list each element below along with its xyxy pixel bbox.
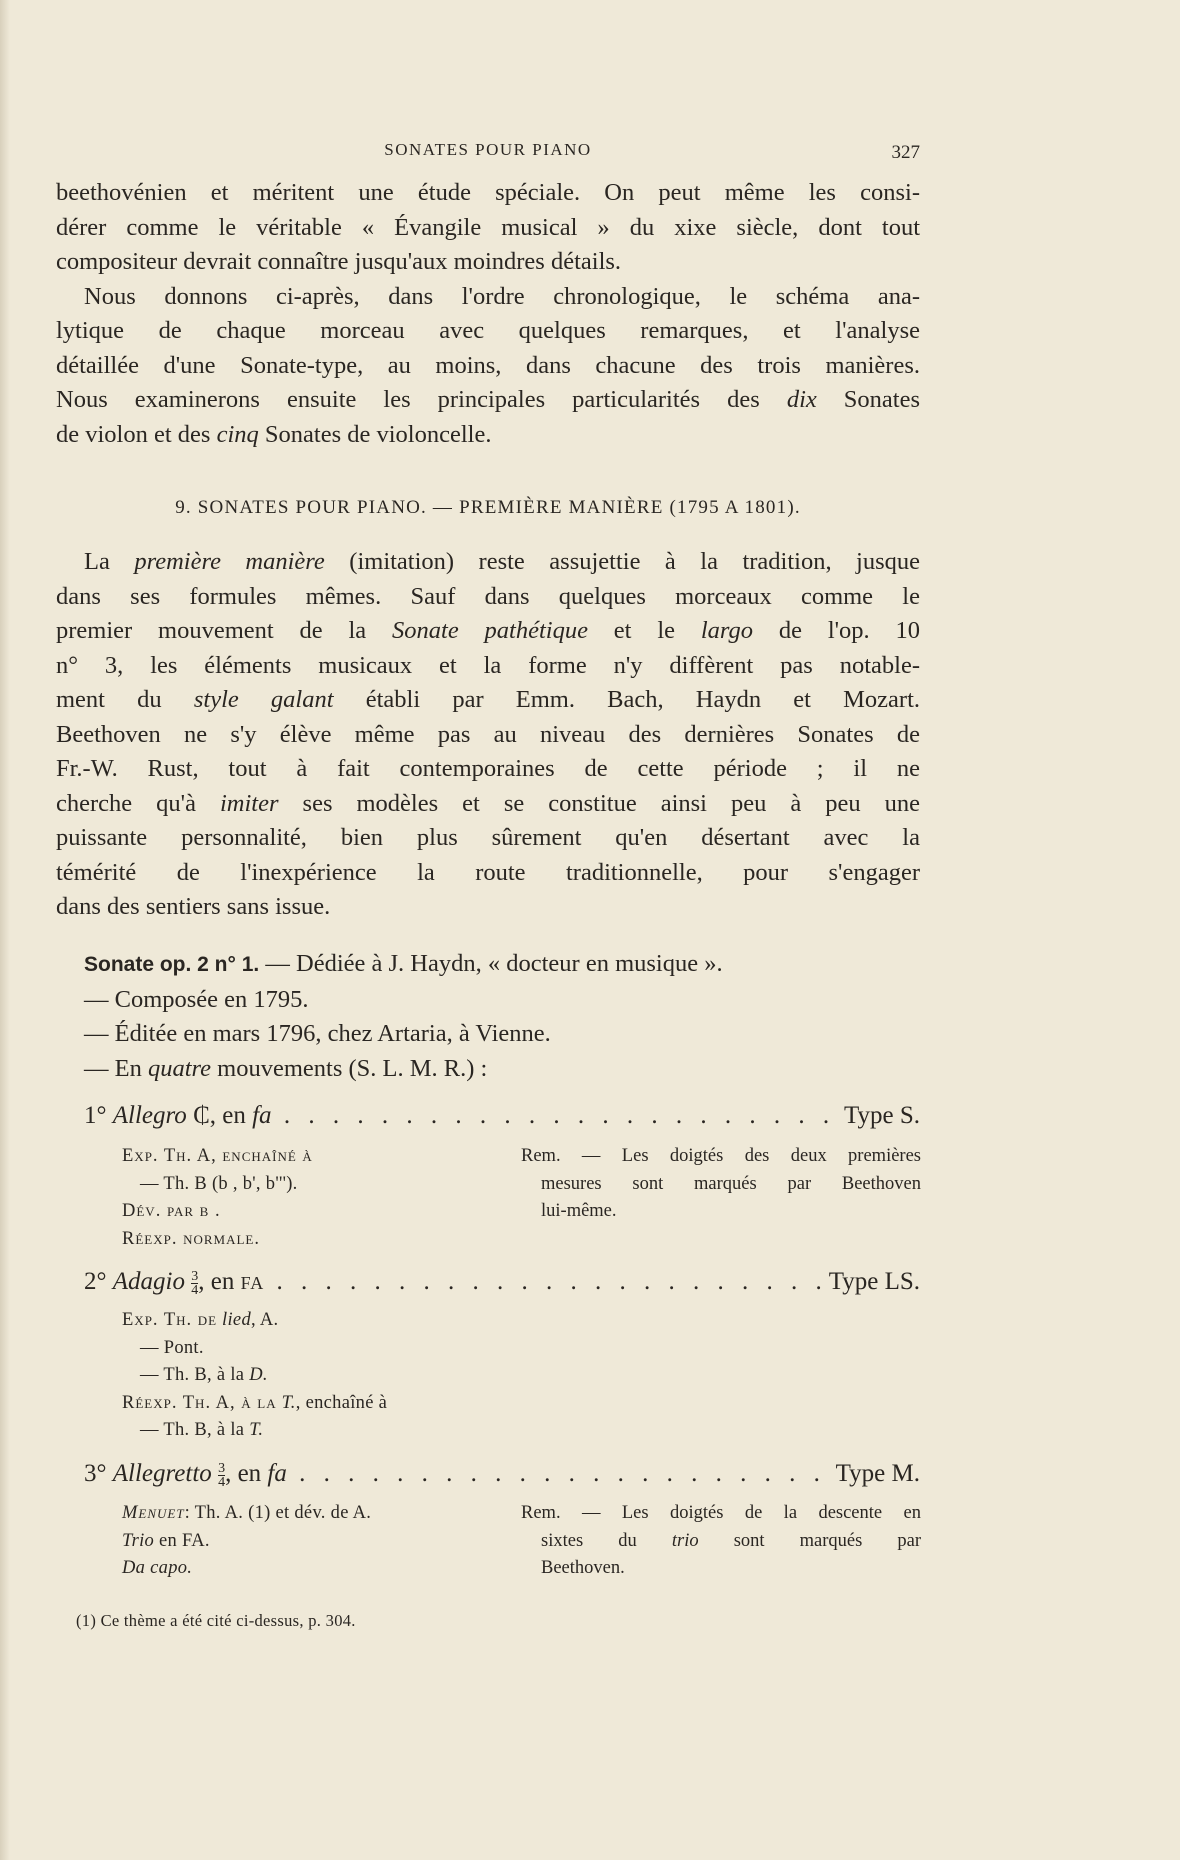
text-line: dérer comme le véritable « Évangile musical » du xixe siècle, dont tout: [56, 213, 920, 241]
sonata-title-line: Sonate op. 2 n° 1. — Dédiée à J. Haydn, « docteur en musique ».: [84, 950, 723, 977]
movement-1-heading: 1° Allegro ₵, en fa . . . Type S.: [84, 1102, 920, 1130]
remark-line: Beethoven.: [541, 1558, 625, 1578]
remark-line: lui-même.: [541, 1201, 617, 1221]
text-line: Fr.-W. Rust, tout à fait contemporaines de cette période ; il ne: [56, 755, 920, 782]
page-number: 327: [891, 142, 920, 163]
text-line: La première manière (imitation) reste assujettie à la tradition, jusque: [84, 548, 921, 575]
text-line: Beethoven ne s'y élève même pas au niveau des dernières Sonates de: [56, 720, 920, 748]
sonata-title: Sonate op. 2 n° 1.: [84, 953, 260, 976]
movement-2-details: [122, 1307, 387, 1445]
text-line: ment du style galant établi par Emm. Bach, Haydn et Mozart.: [56, 686, 921, 713]
detail-line: Réexp. Th. A, à la T., enchaîné à: [122, 1392, 388, 1413]
text-line: beethovénien et méritent une étude spéciale. On peut même les consi-: [56, 179, 920, 206]
detail-line: Trio en FA.: [122, 1530, 210, 1551]
text-line: Nous donnons ci-après, dans l'ordre chronologique, le schéma ana-: [84, 282, 920, 310]
movement-1-remark: [521, 1143, 921, 1226]
edited-line: — Éditée en mars 1796, chez Artaria, à Vienne.: [84, 1020, 551, 1047]
remark-line: sixtes du trio sont marqués par: [541, 1530, 922, 1551]
intro-text: [56, 176, 920, 452]
movement-type: Type M.: [835, 1460, 920, 1487]
detail-line: Exp. Th. A, enchaîné à: [122, 1146, 313, 1166]
movement-3-details: [122, 1500, 371, 1583]
running-title: SONATES POUR PIANO: [384, 140, 592, 159]
detail-line: Da capo.: [122, 1558, 193, 1578]
movement-2-heading: 2° Adagio $\frac{3}{4}$ , en FA . . . Type LS.: [84, 1268, 920, 1297]
composed-line: — Composée en 1795.: [84, 985, 309, 1013]
movement-3-remark: [521, 1500, 921, 1583]
text-line: dans des sentiers sans issue.: [56, 893, 331, 920]
text-line: de violon et des cinq Sonates de violoncelle.: [56, 420, 492, 448]
section-heading: 9. SONATES POUR PIANO. — PREMIÈRE MANIÈRE (1795 A 1801).: [175, 497, 801, 518]
running-header: [56, 140, 920, 170]
sonata-entry: [84, 947, 920, 1086]
text-line: dans ses formules mêmes. Sauf dans quelques morceaux comme le: [56, 582, 920, 610]
text-line: témérité de l'inexpérience la route traditionnelle, pour s'engager: [56, 858, 920, 886]
manner-paragraph: [56, 545, 920, 925]
movement-1-details: [122, 1143, 313, 1253]
footnote: (1) Ce thème a été cité ci-dessus, p. 304.: [76, 1611, 356, 1630]
detail-line: — Th. B (b , b', b''').: [140, 1173, 298, 1194]
detail-line: Dév. par b .: [122, 1201, 221, 1221]
text-line: cherche qu'à imiter ses modèles et se constitue ainsi peu à peu une: [56, 789, 921, 817]
detail-line: Menuet: Th. A. (1) et dév. de A.: [122, 1503, 372, 1523]
remark-line: Rem. — Les doigtés de la descente en: [521, 1503, 921, 1523]
text-line: Nous examinerons ensuite les principales particularités des dix Sonates: [56, 386, 921, 413]
text-line: puissante personnalité, bien plus sûrement qu'en désertant avec la: [56, 824, 920, 851]
movement-type: Type S.: [843, 1102, 920, 1129]
remark-line: Rem. — Les doigtés des deux premières: [521, 1146, 921, 1166]
detail-line: — Th. B, à la T.: [140, 1420, 264, 1440]
movement-3-heading: 3° Allegretto $\frac{3}{4}$ , en fa . . . Type M.: [84, 1460, 920, 1489]
text-line: lytique de chaque morceau avec quelques remarques, et l'analyse: [56, 317, 920, 344]
detail-line: — Th. B, à la D.: [140, 1365, 268, 1385]
remark-line: mesures sont marqués par Beethoven: [541, 1173, 921, 1194]
text-line: compositeur devrait connaître jusqu'aux moindres détails.: [56, 248, 622, 275]
detail-line: Réexp. normale.: [122, 1228, 260, 1249]
movements-line: — En quatre mouvements (S. L. M. R.) :: [84, 1054, 488, 1082]
detail-line: — Pont.: [140, 1337, 204, 1358]
text-line: détaillée d'une Sonate-type, au moins, dans chacune des trois manières.: [56, 351, 920, 379]
movement-type: Type LS.: [828, 1268, 920, 1295]
text-line: n° 3, les éléments musicaux et la forme n'y diffèrent pas notable-: [56, 651, 920, 679]
page-edge-shadow: [0, 0, 10, 1860]
text-line: premier mouvement de la Sonate pathétique et le largo de l'op. 10: [56, 617, 921, 644]
detail-line: Exp. Th. de lied, A.: [122, 1310, 279, 1330]
